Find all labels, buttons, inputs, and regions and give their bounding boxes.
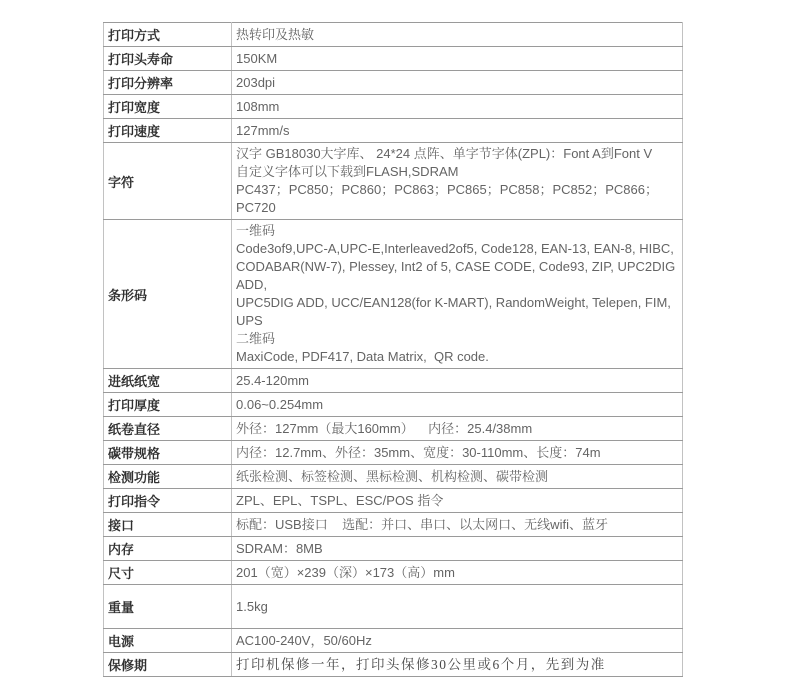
spec-value-line: Code3of9,UPC-A,UPC-E,Interleaved2of5, Code128, EAN-13, EAN-8, HIBC, xyxy=(236,241,674,256)
spec-row xyxy=(104,441,683,465)
spec-label: 重量 xyxy=(104,585,232,629)
spec-value-line: UPC5DIG ADD, UCC/EAN128(for K-MART), RandomWeight, Telepen, FIM, UPS xyxy=(236,295,675,328)
spec-value-line: MaxiCode, PDF417, Data Matrix, QR code. xyxy=(236,349,489,364)
spec-value xyxy=(232,465,683,489)
spec-row xyxy=(104,47,683,71)
spec-row xyxy=(104,23,683,47)
spec-value-line: 汉字 GB18030大字库、 24*24 点阵、单字节字体(ZPL)：Font A到Font V xyxy=(236,146,653,161)
spec-label: 保修期 xyxy=(104,653,232,677)
spec-label: 条形码 xyxy=(104,220,232,369)
spec-row xyxy=(104,417,683,441)
spec-row xyxy=(104,369,683,393)
spec-row xyxy=(104,95,683,119)
spec-value xyxy=(232,489,683,513)
spec-value xyxy=(232,629,683,653)
spec-label: 尺寸 xyxy=(104,561,232,585)
spec-value-line: 108mm xyxy=(236,98,280,114)
spec-value-line: 内径：12.7mm、外径：35mm、宽度：30-110mm、长度：74m xyxy=(236,444,601,460)
spec-value xyxy=(232,513,683,537)
spec-value xyxy=(232,441,683,465)
spec-value xyxy=(232,585,683,629)
spec-row xyxy=(104,119,683,143)
spec-label: 电源 xyxy=(104,629,232,653)
spec-row xyxy=(104,513,683,537)
spec-value-line: 一维码 xyxy=(236,223,276,238)
spec-value-line: ZPL、EPL、TSPL、ESC/POS 指令 xyxy=(236,492,444,508)
spec-label: 检测功能 xyxy=(104,465,232,489)
spec-row xyxy=(104,653,683,677)
spec-value xyxy=(232,537,683,561)
spec-value-line: 25.4-120mm xyxy=(236,372,309,388)
spec-value-line: 0.06~0.254mm xyxy=(236,396,324,412)
spec-value xyxy=(232,143,683,220)
spec-label: 打印指令 xyxy=(104,489,232,513)
spec-label: 纸卷直径 xyxy=(104,417,232,441)
spec-value-line: SDRAM：8MB xyxy=(236,540,323,556)
spec-label: 打印方式 xyxy=(104,23,232,47)
spec-label: 内存 xyxy=(104,537,232,561)
spec-value-line: CODABAR(NW-7), Plessey, Int2 of 5, CASE CODE, Code93, ZIP, UPC2DIG ADD, xyxy=(236,259,679,292)
spec-value-line: 外径：127mm（最大160mm） 内径：25.4/38mm xyxy=(236,420,533,436)
spec-value xyxy=(232,47,683,71)
spec-value-line: 127mm/s xyxy=(236,122,290,138)
spec-value xyxy=(232,23,683,47)
spec-label: 字符 xyxy=(104,143,232,220)
spec-row xyxy=(104,489,683,513)
spec-label: 进纸纸宽 xyxy=(104,369,232,393)
spec-label: 碳带规格 xyxy=(104,441,232,465)
printer-spec-table xyxy=(103,22,683,677)
spec-value-line: 热转印及热敏 xyxy=(236,26,315,42)
spec-label: 打印厚度 xyxy=(104,393,232,417)
spec-label: 打印头寿命 xyxy=(104,47,232,71)
spec-value-line: 标配：USB接口 选配：并口、串口、以太网口、无线wifi、蓝牙 xyxy=(236,516,608,532)
spec-row xyxy=(104,465,683,489)
spec-value xyxy=(232,417,683,441)
spec-value-line: 1.5kg xyxy=(236,598,268,614)
spec-value xyxy=(232,561,683,585)
spec-value-line: 纸张检测、标签检测、黑标检测、机构检测、碳带检测 xyxy=(236,468,549,484)
spec-row xyxy=(104,629,683,653)
spec-value-line: 二维码 xyxy=(236,331,276,346)
spec-value xyxy=(232,369,683,393)
spec-label: 打印分辨率 xyxy=(104,71,232,95)
spec-value-line: AC100-240V，50/60Hz xyxy=(236,632,372,648)
spec-label: 打印速度 xyxy=(104,119,232,143)
spec-row xyxy=(104,220,683,369)
spec-value-line: 201（宽）×239（深）×173（高）mm xyxy=(236,564,455,580)
spec-value-line: 自定义字体可以下载到FLASH,SDRAM xyxy=(236,164,459,179)
spec-value xyxy=(232,393,683,417)
spec-table-body xyxy=(104,23,683,677)
spec-value xyxy=(232,653,683,677)
spec-value xyxy=(232,220,683,369)
spec-row xyxy=(104,143,683,220)
spec-value-line: 203dpi xyxy=(236,74,276,90)
spec-value-line: PC437；PC850；PC860；PC863；PC865；PC858；PC852；PC866；PC720 xyxy=(236,182,658,215)
spec-value xyxy=(232,119,683,143)
spec-value-line: 150KM xyxy=(236,50,278,66)
spec-value xyxy=(232,71,683,95)
spec-row xyxy=(104,71,683,95)
spec-value xyxy=(232,95,683,119)
spec-row xyxy=(104,561,683,585)
spec-row xyxy=(104,393,683,417)
spec-value-line: 打印机保修一年，打印头保修30公里或6个月，先到为准 xyxy=(236,656,606,672)
spec-row xyxy=(104,585,683,629)
spec-label: 打印宽度 xyxy=(104,95,232,119)
spec-label: 接口 xyxy=(104,513,232,537)
spec-row xyxy=(104,537,683,561)
